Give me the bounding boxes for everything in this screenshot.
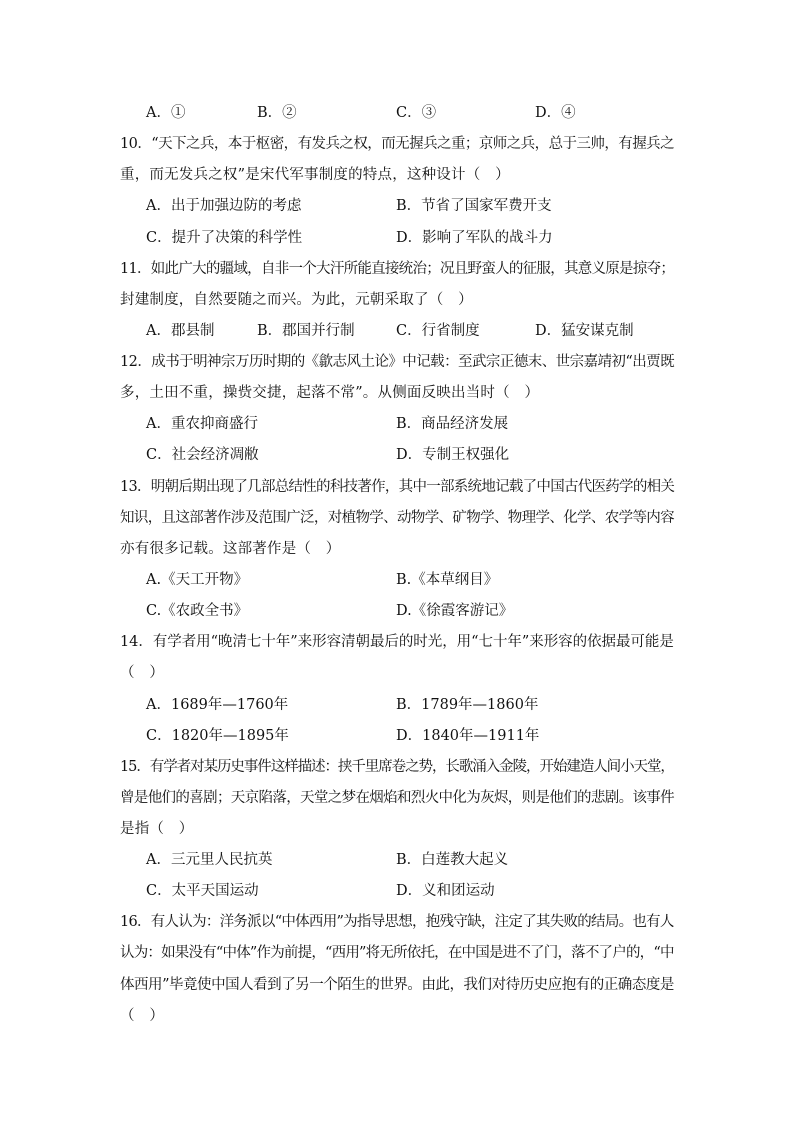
q15-option-c: C．太平天国运动 — [146, 883, 259, 899]
q15-option-a: A．三元里人民抗英 — [146, 852, 273, 868]
q15-option-b: B．白莲教大起义 — [396, 852, 509, 868]
q14-stem-line-1: 14．有学者用“晚清七十年”来形容清朝最后的时光，用“七十年”来形容的依据最可能是 — [120, 634, 674, 650]
q10-option-b: B．节省了国家军费开支 — [396, 198, 552, 214]
q9-option-d: D．④ — [535, 105, 576, 121]
q14-option-b: B．1789年—1860年 — [396, 697, 539, 713]
q11-stem-line-1: 11．如此广大的疆域，自非一个大汗所能直接统治；况且野蛮人的征服，其意义原是掠夺； — [120, 261, 675, 277]
q13-stem-line-1: 13．明朝后期出现了几部总结性的科技著作，其中一部系统地记载了中国古代医药学的相关 — [120, 479, 675, 495]
q14-option-a: A．1689年—1760年 — [146, 697, 289, 713]
q13-option-c: C.《农政全书》 — [146, 603, 249, 619]
q14-stem-line-2: （ ） — [120, 665, 165, 681]
q11-option-b: B．郡国并行制 — [257, 323, 355, 339]
q13-stem-line-3: 亦有很多记载。这部著作是（ ） — [120, 541, 341, 557]
q13-option-b: B.《本草纲目》 — [396, 572, 499, 588]
q10-option-c: C．提升了决策的科学性 — [146, 230, 303, 246]
q16-stem-line-1: 16．有人认为：洋务派以“中体西用”为指导思想，抱残守缺，注定了其失败的结局。也有人 — [120, 914, 674, 930]
q11-option-d: D．猛安谋克制 — [535, 323, 634, 339]
q13-option-a: A.《天工开物》 — [146, 572, 249, 588]
q12-option-b: B．商品经济发展 — [396, 416, 509, 432]
q15-option-d: D．义和团运动 — [396, 883, 495, 899]
q13-option-d: D.《徐霞客游记》 — [396, 603, 514, 619]
q12-option-a: A．重农抑商盛行 — [146, 416, 258, 432]
q14-option-c: C．1820年—1895年 — [146, 728, 289, 744]
q15-stem-line-3: 是指（ ） — [120, 821, 194, 837]
q12-option-d: D．专制王权强化 — [396, 447, 510, 463]
q12-stem-line-2: 多，土田不重，操赀交捷，起落不常”。从侧面反映出当时（ ） — [120, 385, 540, 401]
q16-stem-line-3: 体西用”毕竟使中国人看到了另一个陌生的世界。由此，我们对待历史应抱有的正确态度是 — [120, 977, 674, 993]
q15-stem-line-2: 曾是他们的喜剧；天京陷落，天堂之梦在烟焰和烈火中化为灰烬，则是他们的悲剧。该事件 — [120, 790, 674, 806]
q10-option-a: A．出于加强边防的考虑 — [146, 198, 302, 214]
q11-option-c: C．行省制度 — [396, 323, 480, 339]
q12-option-c: C．社会经济凋敝 — [146, 447, 259, 463]
q16-stem-line-2: 认为：如果没有“中体”作为前提，“西用”将无所依托，在中国是进不了门，落不了户的，“中 — [120, 945, 674, 961]
q13-stem-line-2: 知识，且这部著作涉及范围广泛，对植物学、动物学、矿物学、物理学、化学、农学等内容 — [120, 510, 674, 526]
q14-option-d: D．1840年—1911年 — [396, 728, 540, 744]
q9-option-a: A．① — [146, 105, 186, 121]
q16-stem-line-4: （ ） — [120, 1008, 165, 1024]
q10-stem-line-2: 重，而无发兵之权”是宋代军事制度的特点，这种设计（ ） — [120, 167, 510, 183]
q9-option-b: B．② — [257, 105, 297, 121]
q11-stem-line-2: 封建制度，自然要随之而兴。为此，元朝采取了（ ） — [120, 292, 473, 308]
q12-stem-line-1: 12．成书于明神宗万历时期的《歙志风土论》中记载：至武宗正德末、世宗嘉靖初“出贾既 — [120, 354, 675, 370]
q11-option-a: A．郡县制 — [146, 323, 215, 339]
q10-option-d: D．影响了军队的战斗力 — [396, 230, 553, 246]
q9-option-c: C．③ — [396, 105, 437, 121]
q10-stem-line-1: 10．“天下之兵，本于枢密，有发兵之权，而无握兵之重；京师之兵，总于三帅，有握兵之 — [120, 136, 675, 152]
q15-stem-line-1: 15．有学者对某历史事件这样描述：挟千里席卷之势，长歌涌入金陵，开始建造人间小天堂， — [120, 759, 674, 775]
